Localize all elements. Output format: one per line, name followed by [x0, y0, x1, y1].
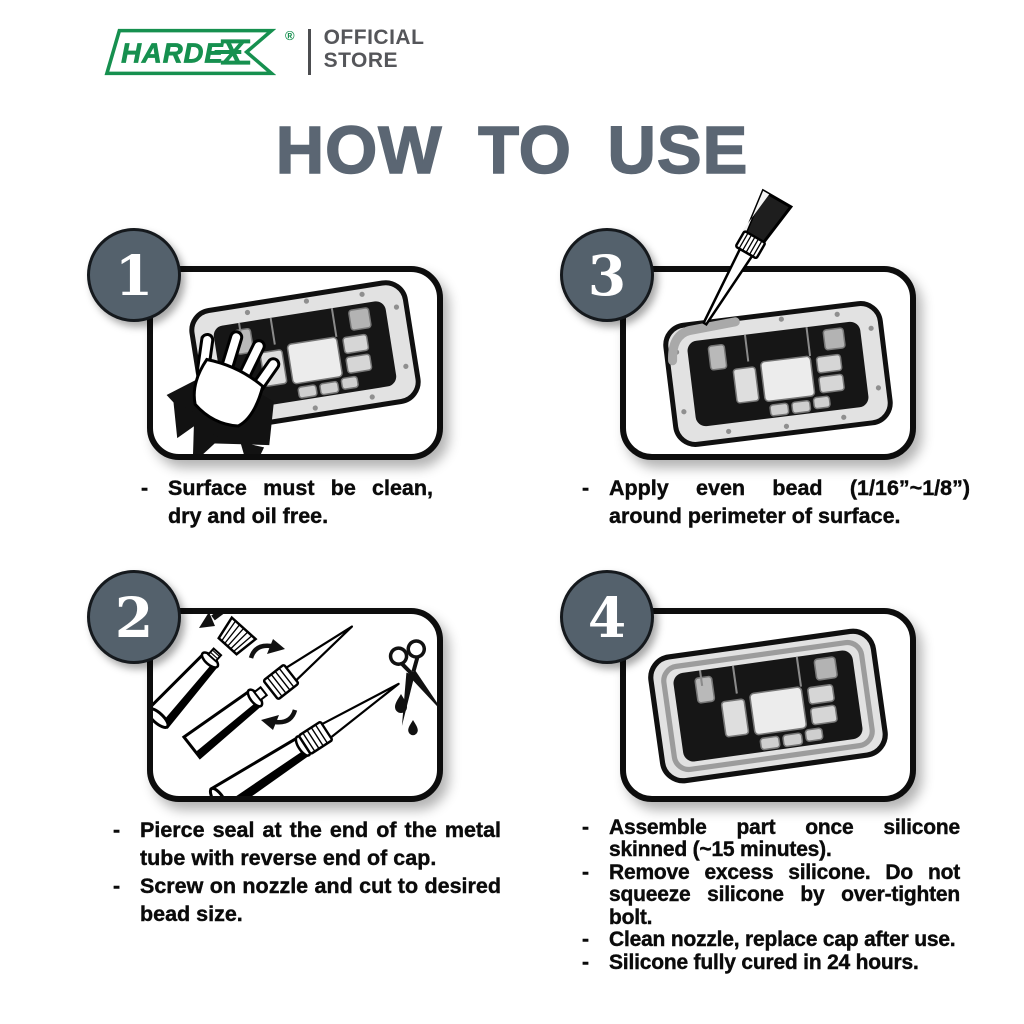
- step-3: [558, 228, 978, 531]
- instruction-bullet: [141, 475, 433, 531]
- bullet-text: Apply even bead (1/16”~1/8”) around perimeter of surface.: [609, 476, 970, 528]
- brand-divider: [308, 29, 311, 75]
- brand-header: [98, 24, 424, 80]
- step-4: [558, 570, 978, 974]
- step-3-instructions: [582, 475, 970, 531]
- bullet-dash: -: [582, 816, 589, 839]
- step-2-badge: 2: [87, 570, 181, 664]
- arrow-icon: [199, 614, 229, 628]
- step-2-instructions: [113, 817, 501, 929]
- page-title: HOW TO USE: [275, 113, 749, 188]
- step-1-illustration-box: [147, 266, 443, 460]
- bullet-text: Screw on nozzle and cut to desired bead size.: [140, 873, 501, 926]
- sealant-tube: [184, 681, 272, 758]
- assembled-pan-illustration: [626, 614, 910, 796]
- bullet-text: Remove excess silicone. Do not squeeze silicone by over-tighten bolt.: [609, 860, 960, 929]
- bullet-dash: -: [113, 873, 121, 898]
- bullet-dash: -: [113, 818, 121, 842]
- store-label-line2: STORE: [323, 48, 399, 72]
- bullet-dash: -: [582, 860, 589, 884]
- scissors-icon: [380, 639, 437, 728]
- bullet-dash: -: [582, 928, 589, 952]
- hardex-logo-text: HARDEX: [121, 37, 243, 69]
- step-1-badge: 1: [87, 228, 181, 322]
- instruction-bullet: [113, 873, 501, 929]
- hand-wiping-pan-illustration: [153, 272, 437, 454]
- instruction-bullet: [582, 952, 960, 974]
- step-4-instructions: [582, 817, 960, 974]
- bullet-text: Clean nozzle, replace cap after use.: [609, 928, 956, 952]
- bullet-text: Pierce seal at the end of the metal tube with reverse end of cap.: [140, 818, 501, 870]
- tube-cap: [216, 618, 256, 657]
- bullet-dash: -: [582, 950, 589, 974]
- instruction-bullet: [582, 817, 960, 862]
- step-2: [85, 570, 505, 929]
- instruction-bullet: [582, 475, 970, 531]
- instruction-bullet: [113, 817, 501, 873]
- registered-trademark-icon: ®: [285, 28, 295, 43]
- instruction-bullet: [582, 862, 960, 929]
- sealant-tube: [691, 191, 791, 332]
- step-2-illustration-box: [147, 608, 443, 802]
- step-4-illustration-box: [620, 608, 916, 802]
- bullet-dash: -: [141, 476, 149, 500]
- step-1: [85, 228, 505, 531]
- bullet-text: Silicone fully cured in 24 hours.: [609, 950, 919, 974]
- hardex-logo-graphic: [98, 24, 276, 80]
- step-4-badge: 4: [560, 570, 654, 664]
- step-3-badge: 3: [560, 228, 654, 322]
- bullet-text: Surface must be clean, dry and oil free.: [168, 476, 433, 528]
- hardex-logo: [98, 24, 276, 80]
- bullet-dash: -: [582, 476, 590, 500]
- tube-cap-nozzle-scissors-illustration: [153, 614, 437, 796]
- sealant-bead-application-illustration: [626, 226, 910, 454]
- sealant-tube-with-nozzle: [207, 672, 406, 796]
- step-1-instructions: [141, 475, 433, 531]
- store-label-line1: OFFICIAL: [323, 26, 425, 49]
- step-3-illustration-box: [620, 266, 916, 460]
- instruction-bullet: [582, 929, 960, 951]
- bullet-text: Assemble part once silicone skinned (~15 minutes).: [609, 816, 960, 862]
- official-store-label: [324, 27, 425, 72]
- nozzle: [263, 617, 359, 699]
